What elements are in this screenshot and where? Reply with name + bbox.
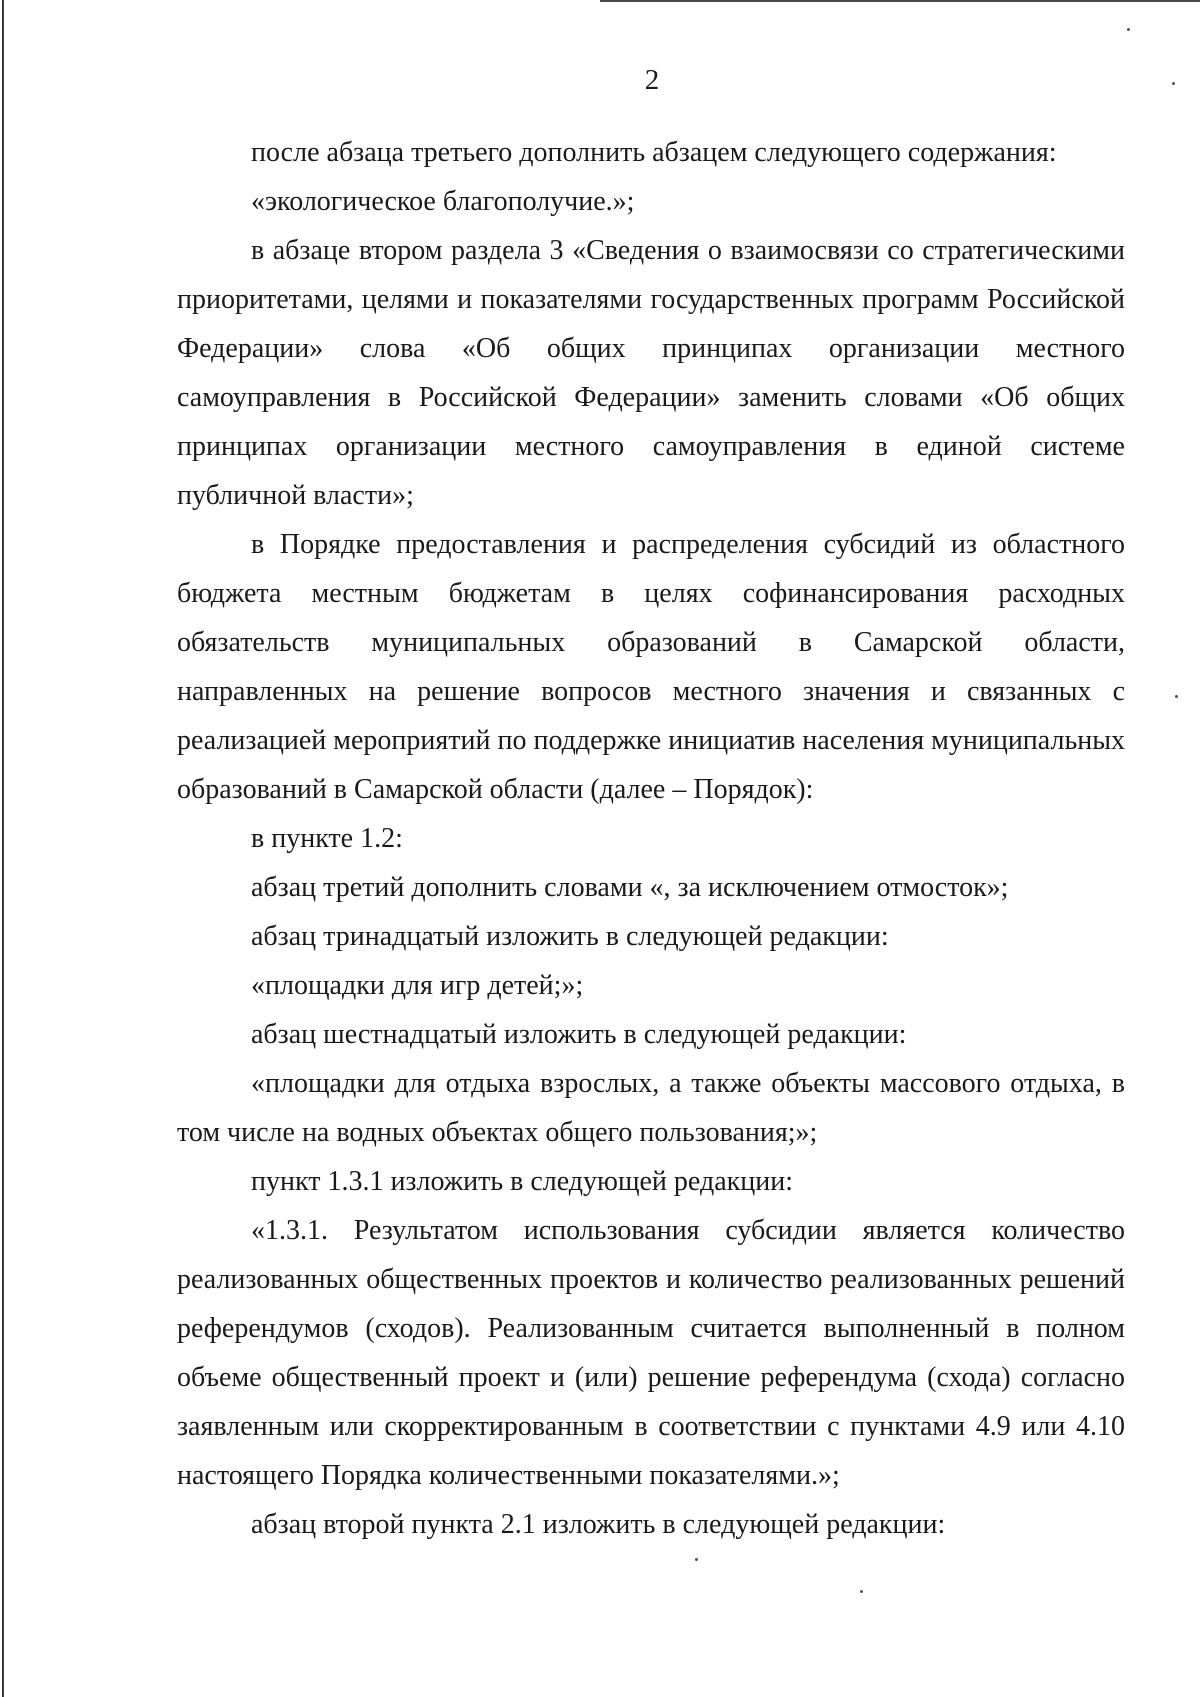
scan-speck	[860, 1590, 863, 1593]
paragraph: «площадки для игр детей;»;	[251, 970, 584, 1001]
paragraph: в Порядке предоставления и распределения субсидий из областного бюджета местным бюджетам в целях софинансирования расходных обязательств муниципальных образований в Самарской области, направленных на решение вопросов местного значения и связанных с реализацией мероприятий по поддержке инициатив населения муниципальных образований в Самарской области (далее – Порядок):	[177, 529, 1126, 805]
paragraph: абзац шестнадцатый изложить в следующей редакции:	[251, 1019, 907, 1050]
page-number: 2	[644, 64, 660, 96]
paragraph: «экологическое благополучие.»;	[251, 186, 635, 217]
scan-edge-top	[600, 0, 1200, 2]
paragraph: пункт 1.3.1 изложить в следующей редакции:	[251, 1166, 793, 1197]
paragraph: «площадки для отдыха взрослых, а также объекты массового отдыха, в том числе на водных объектах общего пользования;»;	[177, 1068, 1125, 1148]
paragraph: в пункте 1.2:	[251, 823, 403, 854]
scan-speck	[1127, 28, 1130, 31]
paragraph: «1.3.1. Результатом использования субсидии является количество реализованных общественных проектов и количество реализованных решений референдумов (сходов). Реализованным считается выполненный в полном объеме общественный проект и (или) решение референдума (схода) согласно заявленным или скорректированным в соответствии с пунктами 4.9 или 4.10 настоящего Порядка количественными показателями.»;	[177, 1215, 1125, 1491]
paragraph: в абзаце втором раздела 3 «Сведения о взаимосвязи со стратегическими приоритетами, целями и показателями государственных программ Российской Федерации» слова «Об общих принципах организации местного самоуправления в Российской Федерации» заменить словами «Об общих принципах организации местного самоуправления в единой системе публичной власти»;	[177, 235, 1125, 511]
scan-speck	[1175, 695, 1178, 698]
paragraph: абзац тринадцатый изложить в следующей редакции:	[251, 921, 889, 952]
document-body	[177, 128, 1125, 1549]
scan-edge-left	[2, 0, 4, 1697]
paragraph: абзац второй пункта 2.1 изложить в следующей редакции:	[251, 1509, 946, 1540]
scan-speck	[695, 1558, 698, 1561]
paragraph: после абзаца третьего дополнить абзацем следующего содержания:	[251, 137, 1057, 168]
paragraph: абзац третий дополнить словами «, за исключением отмосток»;	[251, 872, 1009, 903]
